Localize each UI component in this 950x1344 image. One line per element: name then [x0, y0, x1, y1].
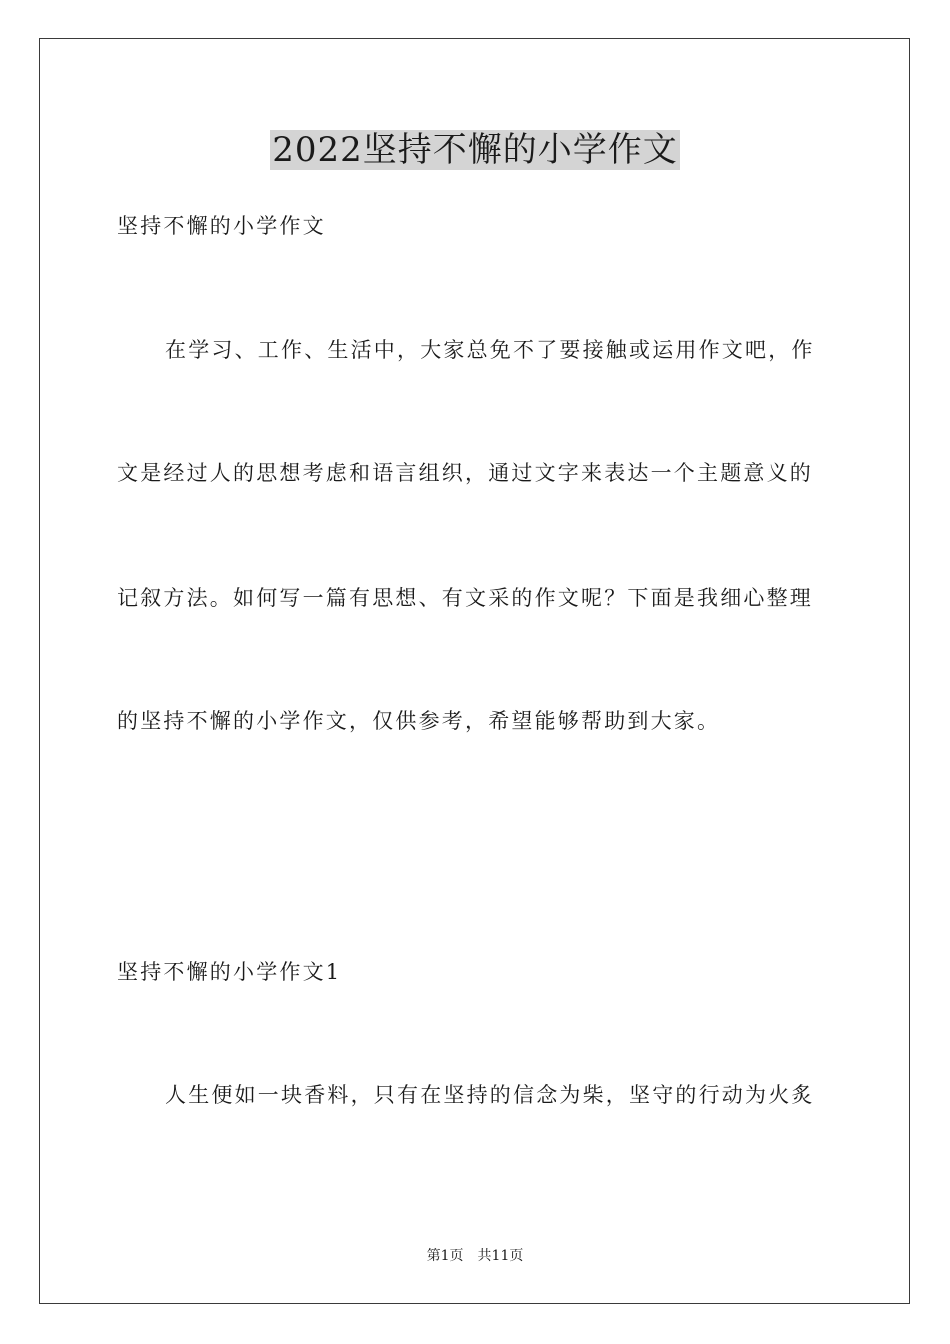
- intro-line-1: 在学习、工作、生活中，大家总免不了要接触或运用作文吧，作: [165, 338, 815, 362]
- section-1-heading: 坚持不懈的小学作文1: [117, 960, 342, 984]
- intro-line-2: 文是经过人的思想考虑和语言组织，通过文字来表达一个主题意义的: [117, 461, 813, 485]
- intro-line-4: 的坚持不懈的小学作文，仅供参考，希望能够帮助到大家。: [117, 709, 721, 733]
- page-number: 第1页: [426, 1248, 464, 1264]
- page-footer: [0, 1246, 950, 1266]
- page-total: 共11页: [477, 1248, 524, 1264]
- section-1-line-1: 人生便如一块香料，只有在坚持的信念为柴，坚守的行动为火炙: [165, 1083, 815, 1107]
- document-title: [0, 124, 950, 176]
- intro-line-3: 记叙方法。如何写一篇有思想、有文采的作文呢？下面是我细心整理: [117, 586, 813, 610]
- document-title-text: 2022坚持不懈的小学作文: [272, 130, 678, 170]
- document-subtitle: 坚持不懈的小学作文: [117, 214, 326, 238]
